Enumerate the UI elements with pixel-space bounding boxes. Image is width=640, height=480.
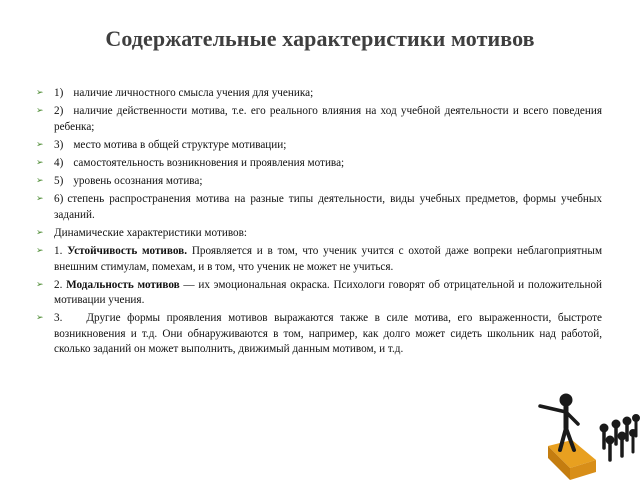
item-text: степень распространения мотива на разные типы деятельности, виды учебных предметов, формы учебных заданий. xyxy=(54,193,602,221)
arrow-bullet-icon: ➢ xyxy=(36,194,44,205)
list-item-3 xyxy=(36,138,602,153)
list-item-4 xyxy=(36,156,602,171)
item-number: 5) xyxy=(54,175,64,188)
list-item-2 xyxy=(36,104,602,135)
arrow-bullet-icon: ➢ xyxy=(36,139,44,150)
arrow-bullet-icon: ➢ xyxy=(36,176,44,187)
crowd-figures xyxy=(600,415,640,461)
arrow-bullet-icon: ➢ xyxy=(36,88,44,98)
list-item-1 xyxy=(36,86,602,101)
item-text: уровень осознания мотива; xyxy=(73,175,203,188)
dynamic-heading: Динамические характеристики мотивов: xyxy=(54,227,248,240)
leader-figure xyxy=(540,394,578,450)
dynamic-item-3 xyxy=(36,311,602,357)
item-number: 3) xyxy=(54,138,64,151)
item-text: Другие формы проявления мотивов выражаются также в силе мотива, его выраженности, быстроте возникновения и т.д. Они обнаруживаются в том, например, как долго может сидеть школьник над работой, сколько заданий он может выполнить, движимый данным мотивом, и т.д. xyxy=(54,312,602,356)
item-text: наличие действенности мотива, т.е. его реального влияния на ход учебной деятельности и всего поведения ребенка; xyxy=(54,105,602,133)
dynamic-item-2 xyxy=(36,278,602,309)
item-bold-term: Модальность мотивов xyxy=(66,278,180,291)
list-item-5 xyxy=(36,174,602,189)
item-number: 1) xyxy=(54,87,64,99)
slide-title: Содержательные характеристики мотивов xyxy=(105,26,535,51)
arrow-bullet-icon: ➢ xyxy=(36,158,44,169)
dynamic-item-1 xyxy=(36,244,602,275)
item-number: 1. xyxy=(54,245,63,258)
dynamic-heading-item xyxy=(36,226,602,241)
slide-body xyxy=(36,86,602,360)
arrow-bullet-icon: ➢ xyxy=(36,246,44,257)
item-number: 4) xyxy=(54,157,64,170)
item-number: 2. xyxy=(54,278,63,291)
leader-figure-pointing-at-crowd-illustration xyxy=(520,388,640,480)
arrow-bullet-icon: ➢ xyxy=(36,313,44,324)
arrow-bullet-icon: ➢ xyxy=(36,228,44,239)
item-number: 3. xyxy=(54,312,63,325)
item-bold-term: Устойчивость мотивов. xyxy=(67,245,188,258)
item-text: Проявляется и в том, что ученик учится с охотой даже вопреки неблагоприятным внешним стимулам, помехам, и в том, что ученик не может не учиться. xyxy=(54,245,603,273)
arrow-bullet-icon: ➢ xyxy=(36,279,44,290)
item-text: самостоятельность возникновения и проявления мотива; xyxy=(73,157,345,170)
item-number: 2) xyxy=(54,105,64,118)
item-text: наличие личностного смысла учения для ученика; xyxy=(73,87,314,99)
item-number: 6) xyxy=(54,193,64,206)
item-text: место мотива в общей структуре мотивации; xyxy=(73,138,287,151)
item-text: — их эмоциональная окраска. Психологи говорят об отрицательной и положительной мотивации учения. xyxy=(54,278,603,307)
arrow-bullet-icon: ➢ xyxy=(36,106,44,117)
list-item-6 xyxy=(36,192,602,223)
